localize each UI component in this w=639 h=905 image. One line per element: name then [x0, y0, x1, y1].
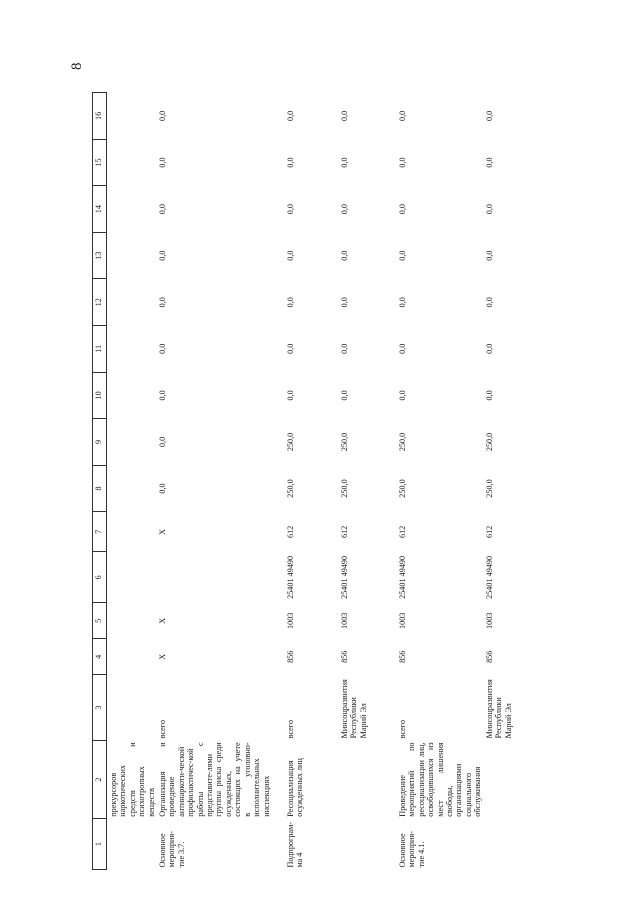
value-cell: 250,0 [398, 479, 408, 498]
executor-cell: Минсоцразвития Республики Марий Эл [340, 679, 368, 739]
budget-table [92, 92, 523, 870]
value-cell: 250,0 [484, 479, 494, 498]
value-cell: 0,0 [158, 110, 168, 121]
value-cell: 0,0 [158, 250, 168, 261]
table-row [338, 93, 396, 870]
executor-cell: Минсоцразвития Республики Марий Эл [484, 679, 513, 739]
value-cell: 0,0 [484, 157, 494, 168]
table-body [107, 93, 523, 870]
value-cell: 250,0 [286, 479, 296, 498]
value-cell: 0,0 [340, 297, 350, 308]
grbs-cell: 856 [484, 650, 494, 663]
value-cell: 0,0 [484, 204, 494, 215]
header-cell: 10 [93, 372, 107, 419]
name-cell: Проведение мероприятий по ресоциализации лиц, освободившихся из мест лишения свободы, организациями социального обслуживания [398, 742, 483, 817]
value-cell [107, 186, 157, 233]
header-cell: 5 [93, 603, 107, 639]
vr-cell: 612 [484, 525, 494, 539]
measure-cell [338, 819, 396, 870]
value-cell: 0,0 [340, 110, 350, 121]
header-cell: 1 [93, 819, 107, 870]
value-cell: 0,0 [340, 390, 350, 401]
value-cell [107, 139, 157, 186]
grbs-cell: 856 [340, 650, 350, 663]
value-cell: 0,0 [398, 250, 408, 261]
value-cell: 0,0 [340, 157, 350, 168]
rzpr-cell: 1003 [398, 612, 408, 629]
value-cell: 0,0 [398, 110, 408, 121]
rzpr-cell: 1003 [484, 612, 494, 629]
header-cell: 11 [93, 326, 107, 373]
executor-cell: всего [398, 719, 408, 739]
header-cell: 13 [93, 232, 107, 279]
value-cell: 0,0 [484, 343, 494, 354]
value-cell: 0,0 [286, 110, 296, 121]
rzpr-cell: Х [158, 617, 168, 624]
rzpr-cell: 1003 [286, 612, 296, 629]
header-cell: 15 [93, 139, 107, 186]
value-cell: 0,0 [340, 204, 350, 215]
value-cell: 0,0 [398, 343, 408, 354]
column-number-header [93, 93, 107, 870]
grbs-cell: Х [158, 653, 168, 660]
rzpr-cell: 1003 [340, 612, 350, 629]
value-cell: 0,0 [398, 204, 408, 215]
executor-cell: всего [158, 719, 168, 739]
executor-cell: всего [286, 719, 296, 739]
csr-cell: 25401 49490 [484, 555, 494, 599]
value-cell: 0,0 [286, 157, 296, 168]
header-cell: 9 [93, 419, 107, 466]
value-cell: 0,0 [286, 343, 296, 354]
csr-cell: 25401 49490 [398, 555, 408, 599]
rzpr-cell [107, 603, 157, 639]
page-number: 8 [69, 62, 85, 70]
name-cell [483, 740, 523, 818]
value-cell: 0,0 [398, 390, 408, 401]
value-cell: 0,0 [340, 250, 350, 261]
value-cell: 0,0 [158, 483, 168, 494]
value-cell [107, 93, 157, 140]
value-cell [107, 465, 157, 512]
value-cell: 250,0 [286, 432, 296, 452]
header-cell: 8 [93, 465, 107, 512]
table-row [107, 93, 157, 870]
header-cell: 4 [93, 639, 107, 675]
value-cell: 0,0 [484, 390, 494, 401]
value-cell [107, 326, 157, 373]
grbs-cell [107, 639, 157, 675]
measure-cell [107, 819, 157, 870]
vr-cell [107, 512, 157, 552]
value-cell: 0,0 [158, 204, 168, 215]
table-row [284, 93, 338, 870]
value-cell: 0,0 [286, 297, 296, 308]
measure-cell [483, 819, 523, 870]
vr-cell: Х [158, 528, 168, 535]
csr-cell: 25401 49490 [286, 555, 296, 599]
csr-cell [156, 552, 284, 603]
measure-cell: Подпрограм-ма 4 [286, 822, 305, 868]
value-cell: 0,0 [398, 297, 408, 308]
table-row [396, 93, 483, 870]
measure-cell: Основное мероприя-тие 3.7. [158, 831, 186, 868]
measure-cell: Основное мероприя-тие 4.1. [398, 831, 426, 868]
value-cell: 0,0 [484, 297, 494, 308]
value-cell: 0,0 [158, 343, 168, 354]
vr-cell: 612 [398, 525, 408, 539]
header-cell: 2 [93, 740, 107, 818]
executor-cell [107, 675, 157, 741]
grbs-cell: 856 [398, 650, 408, 663]
value-cell: 250,0 [398, 432, 408, 452]
header-cell: 14 [93, 186, 107, 233]
name-cell: Организация и проведение антинаркоти-ческой профилактичес-кой работы с представите-лями группы риска среди осужденных, состоящих на учете в уголовно-исполнительных инспекциях [158, 742, 271, 817]
csr-cell: 25401 49490 [340, 555, 350, 599]
header-cell: 3 [93, 675, 107, 741]
value-cell [107, 372, 157, 419]
value-cell [107, 279, 157, 326]
header-cell: 6 [93, 552, 107, 603]
vr-cell: 612 [340, 525, 350, 539]
value-cell: 0,0 [158, 297, 168, 308]
value-cell: 0,0 [286, 390, 296, 401]
header-cell: 12 [93, 279, 107, 326]
value-cell [107, 232, 157, 279]
value-cell: 250,0 [340, 432, 350, 452]
header-cell: 7 [93, 512, 107, 552]
vr-cell: 612 [286, 525, 296, 539]
table-row [156, 93, 284, 870]
value-cell: 0,0 [398, 157, 408, 168]
value-cell: 250,0 [340, 479, 350, 498]
name-cell: Ресоциализация осужденных лиц [286, 758, 305, 817]
value-cell: 0,0 [484, 110, 494, 121]
value-cell: 0,0 [286, 250, 296, 261]
name-cell [338, 740, 396, 818]
value-cell [107, 419, 157, 466]
value-cell: 0,0 [158, 436, 168, 448]
value-cell: 0,0 [158, 390, 168, 401]
rotated-table-container [92, 92, 562, 870]
csr-cell [107, 552, 157, 603]
grbs-cell: 856 [286, 650, 296, 663]
value-cell: 0,0 [158, 157, 168, 168]
value-cell: 0,0 [484, 250, 494, 261]
table-row [483, 93, 523, 870]
header-cell: 16 [93, 93, 107, 140]
value-cell: 250,0 [484, 432, 494, 452]
value-cell: 0,0 [340, 343, 350, 354]
name-cell: прекурсоров наркотических средств и психотропных веществ [109, 742, 156, 817]
value-cell: 0,0 [286, 204, 296, 215]
